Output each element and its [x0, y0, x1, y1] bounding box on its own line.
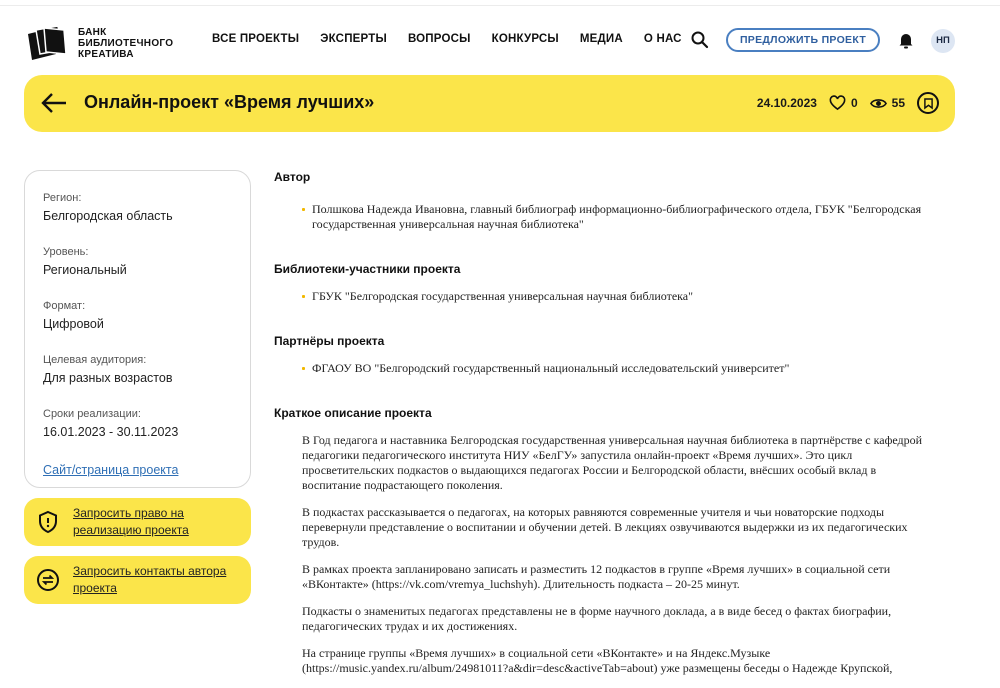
shield-icon: [36, 510, 60, 534]
description-paragraph: В подкастах рассказывается о педагогах, на которых равняются современные учителя и чьи новаторские подходы перевернули представление о воспитании и обучении детей. В лекциях озвучиваются выдержки из их педагогических трудов.: [302, 505, 908, 549]
nav-contests[interactable]: КОНКУРСЫ: [491, 33, 559, 45]
info-label: Уровень:: [43, 246, 89, 258]
info-region: [43, 191, 232, 225]
request-right-button[interactable]: [24, 498, 251, 546]
partner-item: ФГАОУ ВО "Белгородский государственный национальный исследовательский университет": [274, 361, 954, 376]
eye-icon: [870, 95, 887, 112]
logo-text: [78, 27, 173, 60]
info-value: Белгородская область: [43, 209, 173, 223]
project-title-banner: [24, 75, 955, 132]
description-title: Краткое описание проекта: [274, 406, 432, 420]
nav-media[interactable]: МЕДИА: [579, 33, 623, 45]
libraries-title: Библиотеки-участники проекта: [274, 262, 461, 276]
books-logo-icon: [26, 24, 74, 62]
nav-all-projects[interactable]: ВСЕ ПРОЕКТЫ: [212, 33, 300, 45]
views-count: 55: [891, 96, 905, 110]
info-level: [43, 245, 232, 279]
site-logo[interactable]: [26, 22, 186, 64]
author-title: Автор: [274, 170, 311, 184]
info-period: [43, 407, 232, 441]
info-audience: [43, 353, 232, 387]
nav-about[interactable]: О НАС: [643, 33, 682, 45]
request-contacts-button[interactable]: [24, 556, 251, 604]
heart-icon[interactable]: [829, 95, 846, 112]
logo-line: КРЕАТИВА: [78, 48, 134, 60]
bell-icon[interactable]: [896, 30, 916, 50]
swap-arrows-icon: [36, 568, 60, 592]
description-paragraph: Подкасты о знаменитых педагогах представлены не в форме научного доклада, а в виде бесед о фактах биографии, педагогических трудах и их достижениях.: [302, 604, 892, 633]
user-avatar[interactable]: НП: [931, 29, 955, 53]
logo-line: БИБЛИОТЕЧНОГО: [78, 37, 174, 49]
publish-date: 24.10.2023: [756, 96, 817, 110]
project-info-card: [24, 170, 251, 488]
project-site-link[interactable]: Сайт/страница проекта: [43, 463, 179, 477]
nav-questions[interactable]: ВОПРОСЫ: [407, 33, 471, 45]
main-nav: [212, 33, 703, 45]
author-item: Полшкова Надежда Ивановна, главный библиограф информационно-библиографического отдела, ГБУК "Белгородская государственная универсальная научная библиотека": [274, 202, 954, 232]
partners-title: Партнёры проекта: [274, 334, 385, 348]
likes-count: 0: [850, 96, 858, 110]
project-details: [274, 170, 964, 688]
description-paragraph: В Год педагога и наставника Белгородская государственная универсальная научная библиотека в партнёрстве с кафедрой педагогики педагогического института НИУ «БелГУ» запустила онлайн-проект «Время лучших». Это цикл просветительских подкастов о выдающихся педагогах России и Белгородской области, внёсших особый вклад в воспитание подрастающего поколения.: [302, 433, 923, 492]
description-paragraph: В рамках проекта запланировано записать и разместить 12 подкастов в группе «Время лучших» в социальной сети «ВКонтакте» (https://vk.com/vremya_luchshyh). Длительность подкаста – 20-25 минут.: [302, 562, 891, 591]
info-value: Региональный: [43, 263, 127, 277]
search-icon[interactable]: [690, 30, 710, 50]
description-paragraph: На странице группы «Время лучших» в социальной сети «ВКонтакте» и на Яндекс.Музыке (https://music.yandex.ru/album/24981011?a&dir=desc&activeTab=about) уже размещены беседы о Надежде Крупской,: [302, 646, 893, 675]
site-header: [0, 6, 1000, 68]
request-right-label: Запросить право на реализацию проекта: [73, 506, 189, 537]
info-label: Регион:: [43, 192, 82, 204]
propose-project-button[interactable]: ПРЕДЛОЖИТЬ ПРОЕКТ: [726, 28, 880, 52]
library-item: ГБУК "Белгородская государственная универсальная научная библиотека": [274, 289, 954, 304]
logo-line: БАНК: [78, 26, 107, 38]
info-label: Формат:: [43, 300, 86, 312]
info-label: Целевая аудитория:: [43, 354, 147, 366]
project-meta: [757, 91, 939, 115]
nav-experts[interactable]: ЭКСПЕРТЫ: [320, 33, 387, 45]
info-label: Сроки реализации:: [43, 408, 141, 420]
info-format: [43, 299, 232, 333]
bookmark-icon[interactable]: [917, 92, 939, 114]
info-value: 16.01.2023 - 30.11.2023: [43, 425, 179, 439]
request-contacts-label: Запросить контакты автора проекта: [73, 564, 227, 595]
back-arrow-icon[interactable]: [40, 91, 68, 115]
info-value: Для разных возрастов: [43, 371, 173, 385]
info-value: Цифровой: [43, 317, 104, 331]
page-title: Онлайн-проект «Время лучших»: [84, 92, 375, 112]
